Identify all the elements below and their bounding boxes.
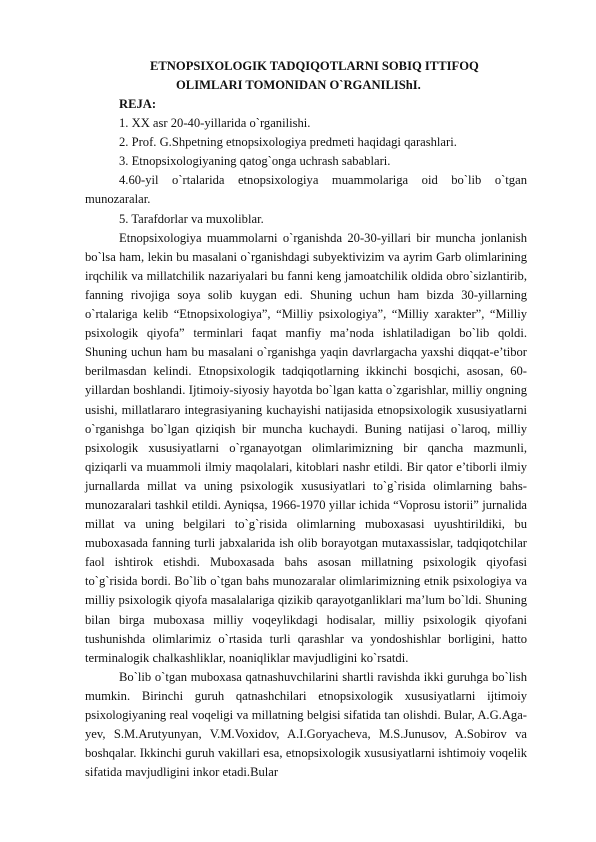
plan-item-3: 3. Etnopsixologiyaning qatog`onga uchrash sabablari. xyxy=(119,154,391,169)
document-body xyxy=(85,95,527,782)
title-line-1: ETNOPSIXOLOGIK TADQIQOTLARNI SOBIQ ITTIFOQ xyxy=(150,59,479,73)
plan-heading: REJA: xyxy=(119,97,157,111)
title-line-2: OLIMLARI TOMONIDAN O`RGANILIShI. xyxy=(176,78,421,92)
plan-item-1: 1. XX asr 20-40-yillarida o`rganilishi. xyxy=(119,116,311,131)
plan-item-4: 4.60-yil o`rtalarida etnopsixologiya muammolariga oid bo`lib o`tgan munozaralar. xyxy=(85,173,527,207)
page-title xyxy=(150,57,530,95)
body-paragraph-1: Etnopsixologiya muammolarni o`rganishda 20-30-yillari bir muncha jonlanish bo`lsa ham, lekin bu masalani o`rganishdagi subyektivizim va ayrim Garb olimlarining irqchilik va millatchilik nazariyalari bu fanni keng jamoatchilik oldida obro`sizlantirib, fanning rivojiga soya solib kuygan edi. Shuning uchun ham bizda 30-yillarning o`rtalariga kelib “Etnopsixologiya”, “Milliy psixologiya”, “Milliy xarakter”, “Milliy psixologik qiyofa” terminlari faqat manfiy ma’noda ishlatiladigan bo`lib qoldi. Shuning uchun ham bu masalani o`rganishga yaqin davrlargacha yaxshi diqqat-e’tibor berilmasdan kelindi. Etnopsixologik tadqiqotlarning ikkinchi bosqichi, asosan, 60-yillardan boshlandi. Ijtimoiy-siyosiy hayotda bo`lgan katta o`zgarishlar, milliy ongning usishi, millatlararo integrasiyaning kuchayishi natijasida etnopsixologik xususiyatlarni o`rganishga bo`lgan qiziqish bir muncha kuchaydi. Buning natijasi o`laroq, milliy psixologik xususiyatlarni o`rganayotgan olimlarimizning bir qancha mazmunli, qiziqarli va muammoli ilmiy maqolalari, kitoblari nashr etildi. Bir qator e’tiborli ilmiy jurnallarda millat va uning psixologik xususiyatlari to`g`risida olimlarning bahs-munozaralari tashkil etildi. Ayniqsa, 1966-1970 yillar ichida “Voprosu istorii” jurnalida millat va uning belgilari to`g`risida olimlarning muboxasasi uyushtirildiki, bu muboxasada fanning turli jabxalarida ish olib borayotgan mutaxassislar, tadqiqotchilar faol ishtirok etishdi. Muboxasada bahs asosan millatning psixologik qiyofasi to`g`risida bordi. Bo`lib o`tgan bahs munozaralar olimlarimizning etnik psixologiya va milliy psixologik qiyofa masalalariga qizikib qarayotganliklari ma’lum bo`ldi. Shuning bilan birga muboxasa milliy voqeylikdagi hodisalar, milliy psixologik qiyofani tushunishda olimlarimiz o`rtasida turli qarashlar va yondoshishlar borligini, hatto terminalogik chalkashliklar, noaniqliklar mavjudligini ko`rsatdi. xyxy=(85,230,527,665)
plan-item-5: 5. Tarafdorlar va muxoliblar. xyxy=(119,211,264,226)
body-paragraph-2: Bo`lib o`tgan muboxasa qatnashuvchilarini shartli ravishda ikki guruhga bo`lish mumkin. Birinchi guruh qatnashchilari etnopsixologik xususiyatlarni ijtimoiy psixologiyaning real voqeligi va millatning belgisi sifatida tan olishdi. Bular, A.G.Aga-yev, S.M.Arutyunyan, V.M.Voxidov, A.I.Goryacheva, M.S.Junusov, A.Sobirov va boshqalar. Ikkinchi guruh vakillari esa, etnopsixologik xususiyatlarni ishtimoiy voqelik sifatida mavjudligini inkor etadi.Bular xyxy=(85,669,527,780)
plan-item-2: 2. Prof. G.Shpetning etnopsixologiya predmeti haqidagi qarashlari. xyxy=(119,135,457,150)
